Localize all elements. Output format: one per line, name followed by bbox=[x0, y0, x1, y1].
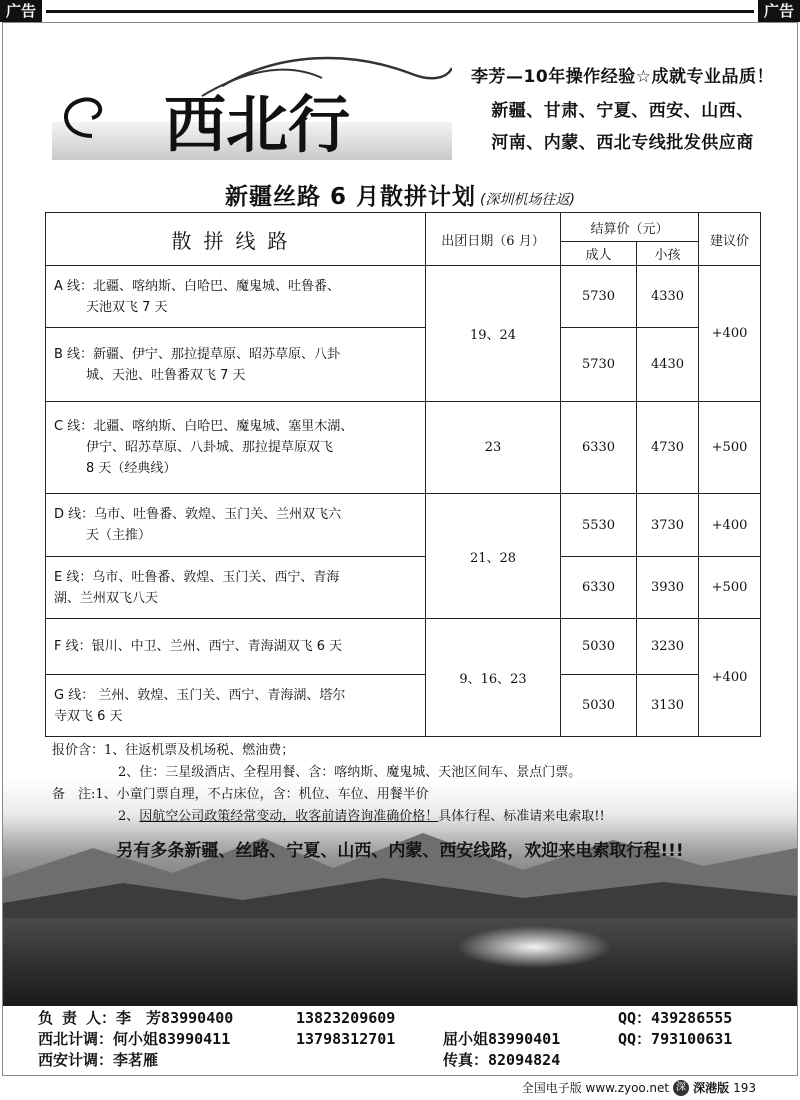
route-f: F 线：银川、中卫、兰州、西宁、青海湖双飞 6 天 bbox=[46, 619, 426, 675]
table-row bbox=[46, 328, 761, 402]
footer-edition: 深港版 bbox=[693, 1081, 730, 1095]
suggest-price: +400 bbox=[699, 266, 761, 402]
brand-logo bbox=[52, 56, 452, 160]
date-c: 23 bbox=[426, 402, 561, 494]
remark-line-2: 2、因航空公司政策经常变动，收客前请咨询准确价格！具体行程、标准请来电索取!! bbox=[118, 809, 605, 824]
top-rule bbox=[46, 10, 754, 13]
second-coordinator: 屈小姐83990401 bbox=[443, 1030, 561, 1048]
table-row bbox=[46, 557, 761, 619]
adult-price: 5730 bbox=[561, 266, 637, 328]
manager-qq: QQ：439286555 bbox=[618, 1009, 733, 1027]
adult-price: 5530 bbox=[561, 494, 637, 557]
child-price: 3930 bbox=[637, 557, 699, 619]
child-price: 4730 bbox=[637, 402, 699, 494]
child-price: 3230 bbox=[637, 619, 699, 675]
northwest-mobile: 13798312701 bbox=[296, 1030, 396, 1048]
remark-line-1: 备 注:1、小童门票自理，不占床位，含：机位、车位、用餐半价 bbox=[52, 787, 429, 802]
suggest-price: +400 bbox=[699, 494, 761, 557]
page-number: 193 bbox=[733, 1080, 756, 1095]
date-de: 21、28 bbox=[426, 494, 561, 619]
adult-price: 6330 bbox=[561, 557, 637, 619]
fax-number: 传真：82094824 bbox=[443, 1051, 561, 1069]
logo-text: 西北行 bbox=[163, 88, 351, 160]
header-date: 出团日期（6 月） bbox=[426, 213, 561, 266]
contact-block bbox=[38, 1008, 778, 1071]
suggest-price: +400 bbox=[699, 619, 761, 737]
adult-price: 6330 bbox=[561, 402, 637, 494]
route-c: C 线：北疆、喀纳斯、白哈巴、魔鬼城、塞里木湖、 伊宁、昭苏草原、八卦城、那拉提草原双飞 8 天（经典线） bbox=[46, 402, 426, 494]
include-line-1: 报价含：1、往返机票及机场税、燃油费； bbox=[52, 743, 295, 758]
xian-coordinator: 西安计调：李茗雁 bbox=[38, 1051, 159, 1069]
slogan-line-3: 河南、内蒙、西北专线批发供应商 bbox=[491, 133, 754, 153]
include-line-2: 2、住：三星级酒店、全程用餐、含：喀纳斯、魔鬼城、天池区间车、景点门票。 bbox=[118, 765, 582, 780]
adult-price: 5030 bbox=[561, 675, 637, 737]
child-price: 3730 bbox=[637, 494, 699, 557]
page-footer bbox=[522, 1079, 756, 1096]
slogan-line-1: 李芳—10年操作经验☆成就专业品质！ bbox=[471, 67, 774, 87]
adult-price: 5030 bbox=[561, 619, 637, 675]
footer-site: 全国电子版 www.zyoo.net bbox=[521, 1081, 670, 1095]
route-d: D 线：乌市、吐鲁番、敦煌、玉门关、兰州双飞六 天（主推） bbox=[46, 494, 426, 557]
date-fg: 9、16、23 bbox=[426, 619, 561, 737]
manager-contact: 负 责 人：李 芳83990400 bbox=[38, 1009, 234, 1027]
child-price: 4430 bbox=[637, 328, 699, 402]
edition-badge-icon: 深 bbox=[673, 1080, 689, 1096]
price-change-warning: 因航空公司政策经常变动，收客前请咨询准确价格！ bbox=[139, 809, 439, 824]
table-row bbox=[46, 675, 761, 737]
route-b: B 线：新疆、伊宁、那拉提草原、昭苏草原、八卦 城、天池、吐鲁番双飞 7 天 bbox=[46, 328, 426, 402]
adult-price: 5730 bbox=[561, 328, 637, 402]
manager-mobile: 13823209609 bbox=[296, 1009, 396, 1027]
header-suggest: 建议价 bbox=[699, 213, 761, 266]
title-main: 新疆丝路 6 月散拼计划 bbox=[225, 184, 477, 210]
contact-row bbox=[38, 1008, 778, 1029]
table-row bbox=[46, 494, 761, 557]
ad-tag-left: 广告 bbox=[0, 0, 42, 22]
title-sub: (深圳机场往返) bbox=[480, 192, 575, 208]
table-row bbox=[46, 619, 761, 675]
route-g: G 线： 兰州、敦煌、玉门关、西宁、青海湖、塔尔 寺双飞 6 天 bbox=[46, 675, 426, 737]
route-price-table bbox=[45, 212, 761, 737]
notes-block bbox=[52, 740, 772, 828]
table-row bbox=[46, 402, 761, 494]
contact-row bbox=[38, 1050, 778, 1071]
contact-row bbox=[38, 1029, 778, 1050]
date-ab: 19、24 bbox=[426, 266, 561, 402]
table-row bbox=[46, 266, 761, 328]
second-qq: QQ：793100631 bbox=[618, 1030, 733, 1048]
route-a: A 线：北疆、喀纳斯、白哈巴、魔鬼城、吐鲁番、 天池双飞 7 天 bbox=[46, 266, 426, 328]
header-route: 散拼线路 bbox=[46, 213, 426, 266]
route-e: E 线：乌市、吐鲁番、敦煌、玉门关、西宁、青海 湖、兰州双飞八天 bbox=[46, 557, 426, 619]
child-price: 4330 bbox=[637, 266, 699, 328]
header-price: 结算价（元） bbox=[561, 213, 699, 242]
more-routes-tagline: 另有多条新疆、丝路、宁夏、山西、内蒙、西安线路，欢迎来电索取行程!!! bbox=[116, 841, 684, 861]
northwest-coordinator: 西北计调：何小姐83990411 bbox=[38, 1030, 231, 1048]
header-adult: 成人 bbox=[561, 242, 637, 266]
suggest-price: +500 bbox=[699, 557, 761, 619]
ad-tag-right: 广告 bbox=[758, 0, 800, 22]
slogan-line-2: 新疆、甘肃、宁夏、西安、山西、 bbox=[491, 101, 754, 121]
page-title bbox=[0, 178, 800, 211]
header-child: 小孩 bbox=[637, 242, 699, 266]
child-price: 3130 bbox=[637, 675, 699, 737]
suggest-price: +500 bbox=[699, 402, 761, 494]
